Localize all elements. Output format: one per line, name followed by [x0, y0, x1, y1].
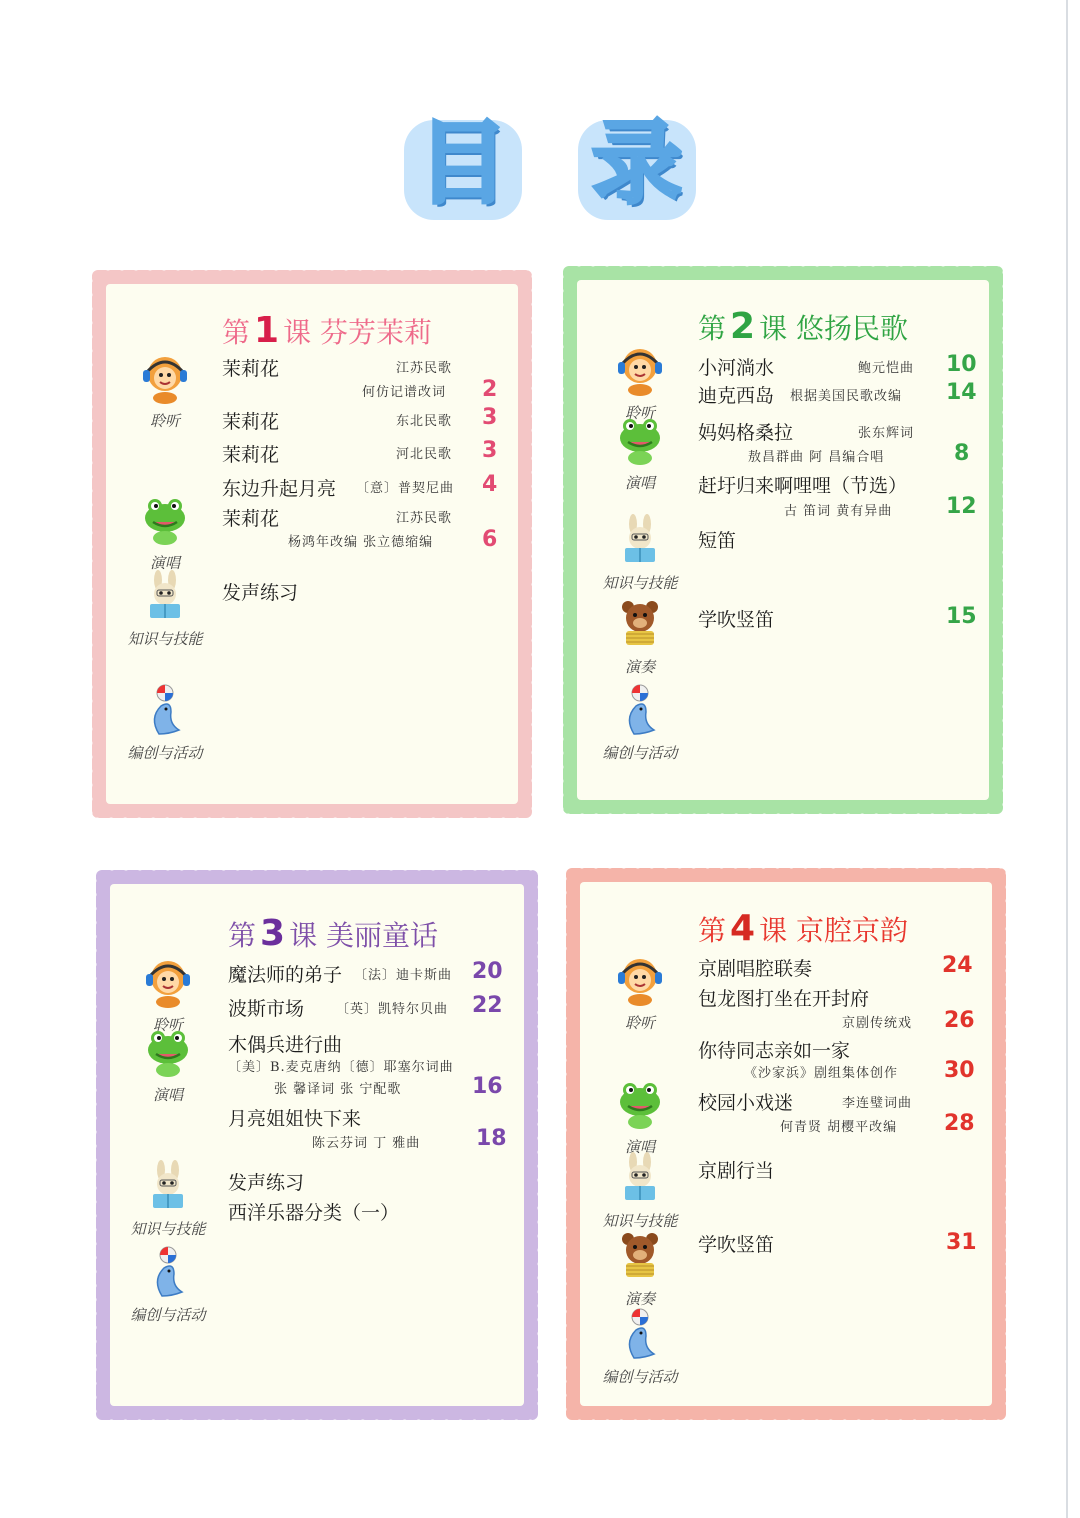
section-listen: 聆听	[590, 954, 690, 1033]
page-number: 15	[946, 604, 977, 629]
seal-ball-icon	[142, 1246, 194, 1298]
song-credit: 李连璧词曲	[842, 1096, 913, 1111]
song-credit: 何仿记谱改词	[362, 385, 447, 400]
lesson-title: 第 1 课 芬芳茉莉	[222, 310, 433, 351]
song-title: 你待同志亲如一家	[698, 1040, 851, 1062]
song-credit: 〔法〕迪卡斯曲	[354, 968, 453, 983]
song-title: 校园小戏迷	[698, 1092, 794, 1114]
section-knowledge: 知识与技能	[118, 1160, 218, 1239]
frog-icon	[614, 1078, 666, 1130]
section-knowledge: 知识与技能	[115, 570, 215, 649]
song-title: 包龙图打坐在开封府	[698, 988, 870, 1010]
section-perform: 演奏	[590, 1230, 690, 1309]
song-credit: 〔美〕B.麦克唐纳〔德〕耶塞尔词曲	[228, 1060, 454, 1075]
song-credit: 〔意〕普契尼曲	[356, 481, 455, 496]
page-number: 31	[946, 1230, 977, 1255]
song-credit: 江苏民歌	[396, 361, 453, 376]
section-create: 编创与活动	[590, 684, 690, 763]
song-credit: 东北民歌	[396, 414, 453, 429]
frog-icon	[142, 1026, 194, 1078]
song-title: 发声练习	[228, 1172, 305, 1194]
lesson-title: 第 2 课 悠扬民歌	[698, 306, 909, 347]
page-number: 28	[944, 1111, 975, 1136]
song-title: 发声练习	[222, 582, 299, 604]
page-number: 3	[482, 438, 498, 463]
rabbit-book-icon	[614, 1152, 666, 1204]
page-number: 16	[472, 1074, 503, 1099]
title-char: 录	[592, 111, 682, 216]
rabbit-book-icon	[142, 1160, 194, 1212]
section-sing: 演唱	[590, 1078, 690, 1157]
section-create: 编创与活动	[115, 684, 215, 763]
song-title: 学吹竖笛	[698, 609, 775, 631]
page-edge	[1066, 0, 1068, 1518]
page-number: 22	[472, 993, 503, 1018]
page-number: 18	[476, 1126, 507, 1151]
monkey-headphones-icon	[614, 954, 666, 1006]
song-title: 茉莉花	[222, 358, 280, 380]
rabbit-book-icon	[139, 570, 191, 622]
section-listen: 聆听	[118, 956, 218, 1035]
section-sing: 演唱	[115, 494, 215, 573]
bear-accordion-icon	[614, 1230, 666, 1282]
rabbit-book-icon	[614, 514, 666, 566]
song-title: 木偶兵进行曲	[228, 1034, 343, 1056]
song-credit: 江苏民歌	[396, 511, 453, 526]
song-title: 妈妈格桑拉	[698, 422, 794, 444]
page-number: 6	[482, 527, 498, 552]
frog-icon	[614, 414, 666, 466]
song-credit: 张东辉词	[858, 426, 915, 441]
page-number: 8	[954, 441, 970, 466]
song-title: 茉莉花	[222, 411, 280, 433]
frog-icon	[139, 494, 191, 546]
song-credit: 京剧传统戏	[842, 1016, 913, 1031]
section-create: 编创与活动	[590, 1308, 690, 1387]
song-title: 赶圩归来啊哩哩（节选）	[698, 475, 908, 497]
section-sing: 演唱	[118, 1026, 218, 1105]
song-credit: 张 馨译词 张 宁配歌	[274, 1082, 402, 1097]
page-number: 26	[944, 1008, 975, 1033]
bear-accordion-icon	[614, 598, 666, 650]
song-credit: 〔英〕凯特尔贝曲	[336, 1002, 449, 1017]
song-title: 茉莉花	[222, 508, 280, 530]
song-credit: 敖昌群曲 阿 昌编合唱	[748, 450, 885, 465]
song-title: 西洋乐器分类（一）	[228, 1202, 400, 1224]
song-title: 茉莉花	[222, 444, 280, 466]
song-credit: 何青贤 胡樱平改编	[780, 1120, 898, 1135]
monkey-headphones-icon	[614, 344, 666, 396]
page-number: 20	[472, 959, 503, 984]
song-title: 东边升起月亮	[222, 478, 337, 500]
song-title: 波斯市场	[228, 998, 305, 1020]
page-number: 14	[946, 380, 977, 405]
section-sing: 演唱	[590, 414, 690, 493]
section-knowledge: 知识与技能	[590, 1152, 690, 1231]
page-number: 12	[946, 494, 977, 519]
song-title: 学吹竖笛	[698, 1234, 775, 1256]
song-credit: 杨鸿年改编 张立德缩编	[288, 535, 434, 550]
section-listen: 聆听	[590, 344, 690, 423]
page-number: 3	[482, 405, 498, 430]
song-title: 魔法师的弟子	[228, 964, 343, 986]
song-credit: 古 笛词 黄有异曲	[784, 504, 893, 519]
song-credit: 河北民歌	[396, 447, 453, 462]
song-credit: 根据美国民歌改编	[790, 389, 903, 404]
title-char: 目	[418, 111, 508, 216]
monkey-headphones-icon	[139, 352, 191, 404]
song-title: 京剧唱腔联奏	[698, 958, 813, 980]
song-title: 小河淌水	[698, 357, 775, 379]
seal-ball-icon	[614, 1308, 666, 1360]
page-number: 30	[944, 1058, 975, 1083]
song-title: 京剧行当	[698, 1160, 775, 1182]
song-credit: 陈云芬词 丁 雅曲	[312, 1136, 421, 1151]
page-number: 4	[482, 472, 498, 497]
seal-ball-icon	[139, 684, 191, 736]
page-title	[400, 112, 700, 222]
section-knowledge: 知识与技能	[590, 514, 690, 593]
monkey-headphones-icon	[142, 956, 194, 1008]
section-perform: 演奏	[590, 598, 690, 677]
page-number: 10	[946, 352, 977, 377]
section-create: 编创与活动	[118, 1246, 218, 1325]
song-title: 短笛	[698, 530, 737, 552]
song-title: 迪克西岛	[698, 385, 775, 407]
page-number: 2	[482, 377, 498, 402]
song-credit: 《沙家浜》剧组集体创作	[744, 1066, 899, 1081]
song-title: 月亮姐姐快下来	[228, 1108, 362, 1130]
lesson-title: 第 4 课 京腔京韵	[698, 908, 909, 949]
lesson-title: 第 3 课 美丽童话	[228, 913, 439, 954]
song-credit: 鲍元恺曲	[858, 361, 915, 376]
page-number: 24	[942, 953, 973, 978]
seal-ball-icon	[614, 684, 666, 736]
section-listen: 聆听	[115, 352, 215, 431]
